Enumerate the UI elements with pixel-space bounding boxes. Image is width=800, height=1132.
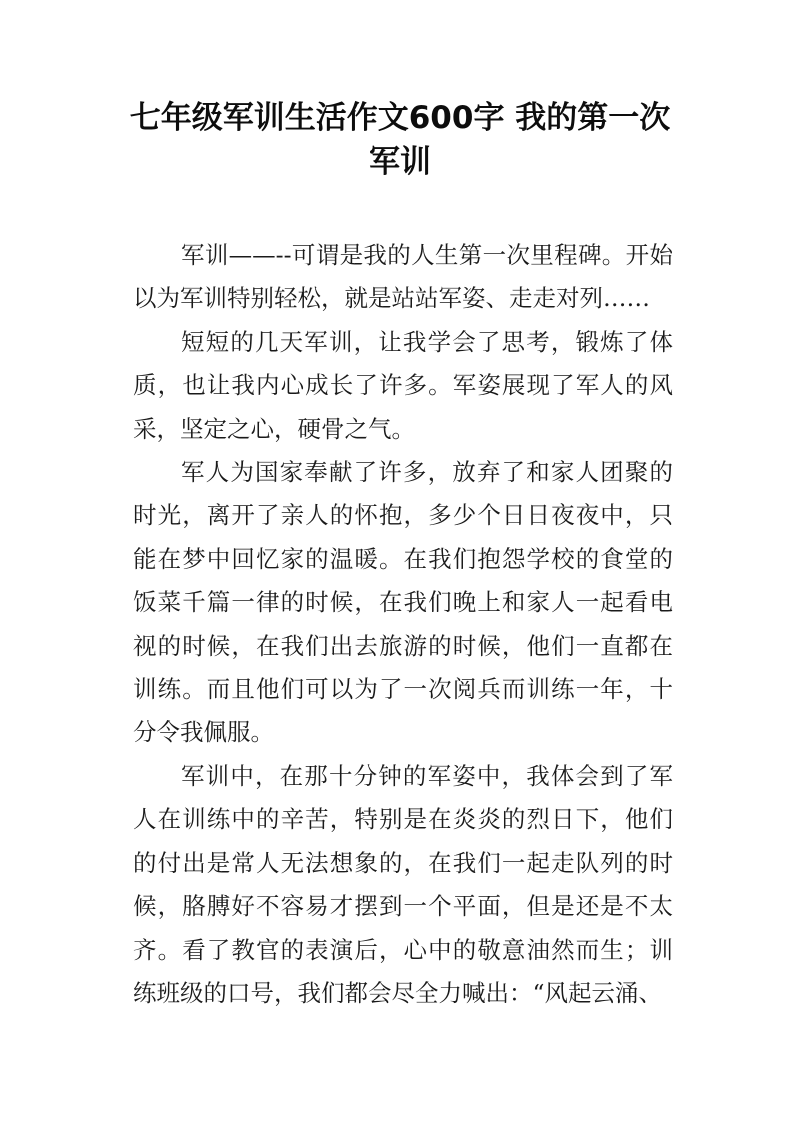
paragraph-1: 军训——--可谓是我的人生第一次里程碑。开始以为军训特别轻松，就是站站军姿、走走对列…… <box>133 241 673 313</box>
document-title: 七年级军训生活作文600字 我的第一次军训 <box>129 100 671 180</box>
paragraph-4: 军训中，在那十分钟的军姿中，我体会到了军人在训练中的辛苦，特别是在炎炎的烈日下，他们的付出是常人无法想象的，在我们一起走队列的时候，胳膊好不容易才摆到一个平面，但是还是不太齐。看了教官的表演后，心中的敬意油然而生；训练班级的口号，我们都会尽全力喊出：“风起云涌、 <box>133 761 673 1007</box>
document-body <box>133 234 673 1015</box>
paragraph-2: 短短的几天军训，让我学会了思考，锻炼了体质，也让我内心成长了许多。军姿展现了军人的风采，坚定之心，硬骨之气。 <box>133 327 673 443</box>
paragraph-3: 军人为国家奉献了许多，放弃了和家人团聚的时光，离开了亲人的怀抱，多少个日日夜夜中，只能在梦中回忆家的温暖。在我们抱怨学校的食堂的饭菜千篇一律的时候，在我们晚上和家人一起看电视的时候，在我们出去旅游的时候，他们一直都在训练。而且他们可以为了一次阅兵而训练一年，十分令我佩服。 <box>133 458 673 747</box>
